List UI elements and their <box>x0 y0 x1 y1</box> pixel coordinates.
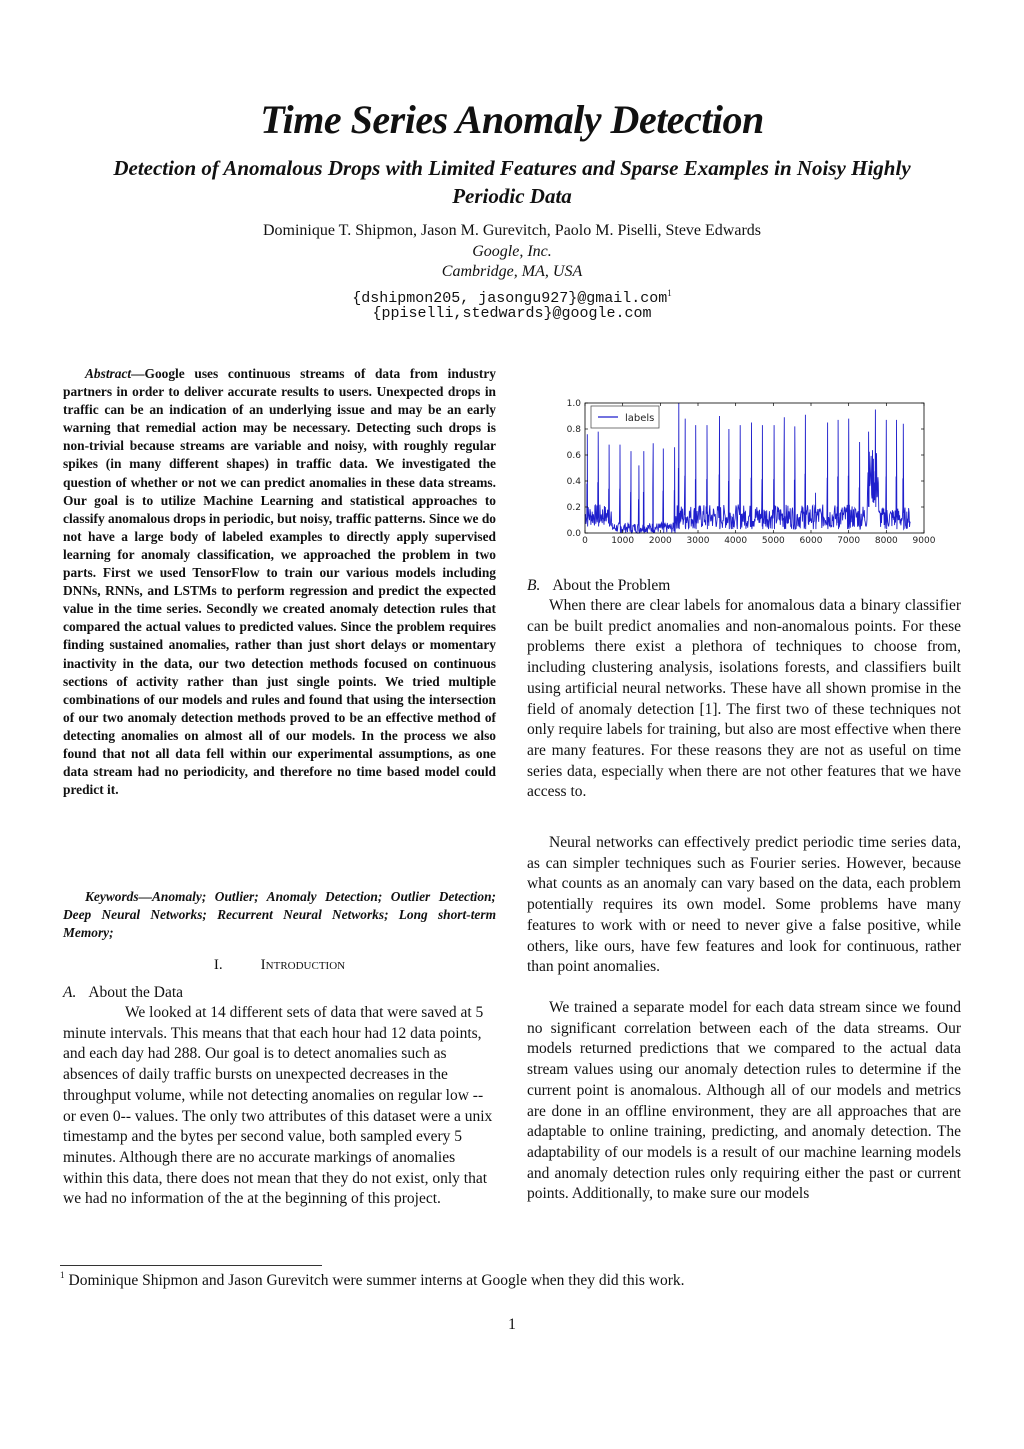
y-tick-label: 0.0 <box>566 529 581 539</box>
x-tick-label: 2000 <box>648 536 672 546</box>
section-title: Introduction <box>260 957 346 973</box>
y-tick-label: 1.0 <box>566 399 581 409</box>
keywords <box>63 888 496 943</box>
x-tick-label: 4000 <box>724 536 748 546</box>
affiliation: Google, Inc. <box>472 243 552 260</box>
subsection-about-problem <box>527 576 961 803</box>
location: Cambridge, MA, USA <box>441 263 583 280</box>
y-tick-label: 0.8 <box>566 425 581 435</box>
y-tick-label: 0.2 <box>566 503 581 513</box>
chart-legend <box>591 406 659 428</box>
x-tick-label: 3000 <box>686 536 710 546</box>
abstract <box>63 365 496 799</box>
author-list: Dominique T. Shipmon, Jason M. Gurevitch, Paolo M. Piselli, Steve Edwards <box>262 222 762 239</box>
paragraph: We looked at 14 different sets of data that were saved at 5 minute intervals. This means that that each hour had 12 data points, and each day had 288. Our goal is to detect anomalies such as absences of daily traffic bursts on unexpected decreases in the throughput volume, while not detecting anomalies on regular low -- or even 0-- values. The only two attributes of this dataset were a unix timestamp and the bytes per second value, both sampled every 5 minutes. Although there are no accurate markings of anomalies within this data, there does not mean that they do not exist, only that we had no information of the at the beginning of this project. <box>63 1004 493 1208</box>
page-number: 1 <box>508 1316 516 1333</box>
paragraph-neural-networks <box>527 833 961 978</box>
paragraph: Neural networks can effectively predict periodic time series data, as can simpler techniques such as Fourier series. However, because what counts as an anomaly can vary based on the data, each problem potentially requires its own model. Some problems have many features to work with or need to never give a false positive, while others, like ours, have few features and look for continuous, rather than point anomalies. <box>527 834 961 976</box>
subsection-heading: B. About the Problem <box>527 577 671 594</box>
x-tick-label: 1000 <box>611 536 635 546</box>
abstract-dash: — <box>131 366 145 381</box>
labels-line-chart <box>545 392 940 552</box>
footnote-mark: 1 <box>60 1270 65 1280</box>
footnote-divider <box>60 1265 322 1266</box>
paper-subtitle: Detection of Anomalous Drops with Limited Features and Sparse Examples in Noisy Highly Periodic Data <box>113 156 911 208</box>
y-tick-label: 0.4 <box>566 477 581 487</box>
y-tick-label: 0.6 <box>566 451 581 461</box>
subsection-about-data <box>63 983 496 1210</box>
paragraph: We trained a separate model for each data stream since we found no significant correlation between each of the data streams. Our models returned predictions that we compared to the actual data stream values using our anomaly detection rules to determine if the current point is anomalous. Although all of our models and metrics are done in an offline environment, they are all approaches that are adaptable to online training, predicting, and anomaly detection. The adaptability of our models is a result of our machine learning models and anomaly detection rules only requiring either the past or current points. Additionally, to make sure our models <box>527 999 961 1203</box>
keywords-text: —Anomaly; Outlier; Anomaly Detection; Outlier Detection; Deep Neural Networks; Recurrent Neural Networks; Long short-term Memory; <box>63 889 496 941</box>
email-line-2: {ppiselli,stedwards}@google.com <box>372 305 652 322</box>
section-heading-introduction <box>63 957 496 974</box>
footnote <box>60 1270 685 1290</box>
paragraph: When there are clear labels for anomalous data a binary classifier can be built predict anomalies and non-anomalous points. For these problems there exist a plethora of techniques to choose from, including clustering analysis, isolations forests, and classifiers built using artificial neural networks. These have all shown promise in the field of anomaly detection [1]. The first two of these techniques not only require labels for training, but also are most effective when there are many features. For these reasons they are not as useful on time series data, especially when there are not other features that we have access to. <box>527 597 961 801</box>
x-tick-label: 6000 <box>799 536 823 546</box>
email-1: {dshipmon205, jasongu927}@gmail.com <box>352 290 668 307</box>
x-tick-label: 5000 <box>761 536 785 546</box>
x-tick-label: 0 <box>582 536 588 546</box>
x-tick-label: 7000 <box>837 536 861 546</box>
footnote-text: Dominique Shipmon and Jason Gurevitch were summer interns at Google when they did this work. <box>68 1272 685 1289</box>
section-number: I. <box>213 957 223 973</box>
subsection-heading: A. About the Data <box>63 984 184 1001</box>
x-tick-label: 8000 <box>874 536 898 546</box>
abstract-lead: Abstract <box>85 366 132 381</box>
legend-label: labels <box>625 413 655 424</box>
keywords-lead: Keywords <box>85 889 139 904</box>
paper-title: Time Series Anomaly Detection <box>260 97 764 142</box>
x-tick-label: 9000 <box>912 536 936 546</box>
paragraph-separate-model <box>527 998 961 1205</box>
footnote-mark: 1 <box>667 288 672 298</box>
abstract-text: Google uses continuous streams of data from industry partners in order to deliver accurate results to users. Unexpected drops in traffic can be an indication of an underlying issue and may be an early warning that remedial action may be necessary. Detecting such drops is non-trivial because streams are variable and noisy, with roughly regular spikes (in many different shapes) in traffic data. We investigated the question of whether or not we can predict anomalies in these data streams. Our goal is to utilize Machine Learning and statistical approaches to classify anomalous drops in periodic, but noisy, traffic patterns. Since we do not have a large body of labeled examples to directly apply supervised learning for anomaly classification, we approached the problem in two parts. First we used TensorFlow to train our various models including DNNs, RNNs, and LSTMs to perform regression and predict the expected value in the time series. Secondly we created anomaly detection rules that compared the actual values to predicted values. Since the problem requires finding sustained anomalies, rather than just short delays or momentary inactivity in the data, our two detection methods focused on continuous sections of activity rather than just single points. We tried multiple combinations of our models and rules and found that using the intersection of our two anomaly detection methods proved to be an effective method of detecting anomalies on almost all of our models. In the process we also found that not all data fell within our experimental assumptions, as one data stream had no periodicity, and therefore no time based model could predict it. <box>63 366 496 798</box>
